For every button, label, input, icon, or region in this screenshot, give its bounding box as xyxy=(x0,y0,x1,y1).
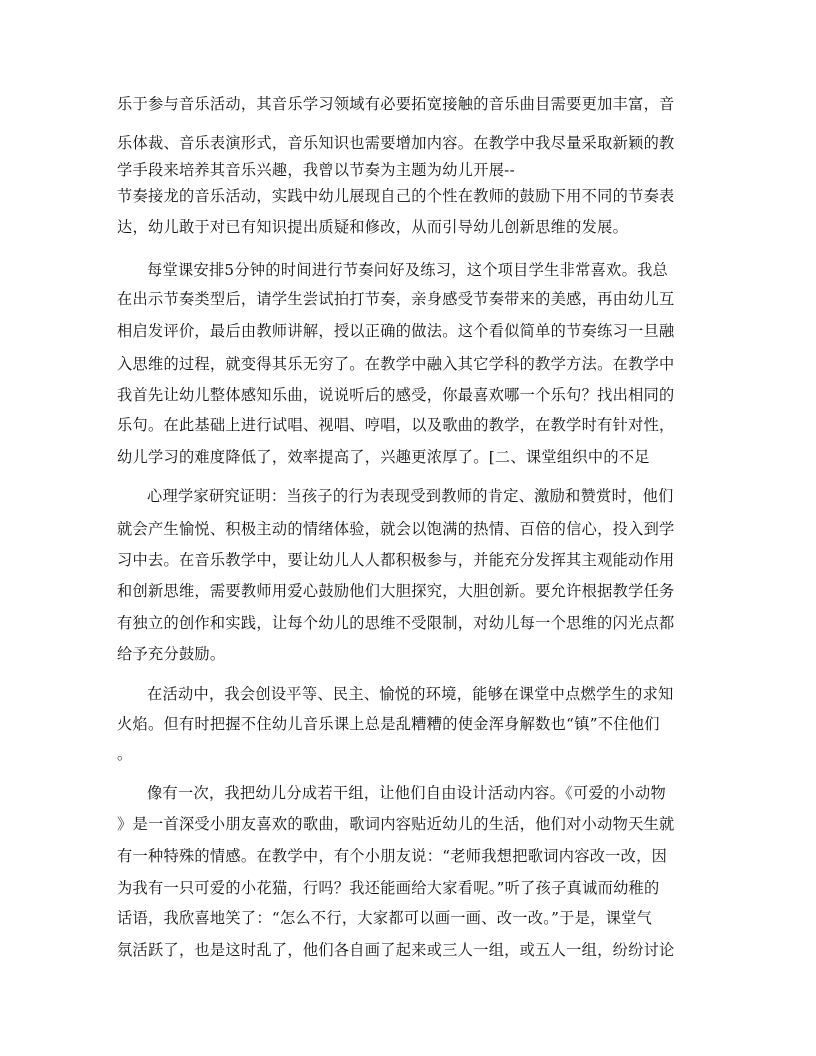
text-line: 乐体裁、音乐表演形式，音乐知识也需要增加内容。在教学中我尽量采取新颖的教 xyxy=(117,134,675,152)
text-line: 氛活跃了，也是这时乱了，他们各自画了起来或三人一组，或五人一组，纷纷讨论 xyxy=(117,941,675,959)
text-line: 节奏接龙的音乐活动，实践中幼儿展现自己的个性在教师的鼓励下用不同的节奏表 xyxy=(117,187,675,205)
text-line: 达，幼儿敢于对已有知识提出质疑和修改，从而引导幼儿创新思维的发展。 xyxy=(117,218,629,236)
text-line: 话语，我欣喜地笑了：“怎么不行，大家都可以画一画、改一改。”于是，课堂气 xyxy=(117,909,653,927)
text-line: 》是一首深受小朋友喜欢的歌曲，歌词内容贴近幼儿的生活，他们对小动物天生就 xyxy=(117,815,675,833)
text-line: 像有一次，我把幼儿分成若干组，让他们自由设计活动内容。《可爱的小动物 xyxy=(147,784,666,802)
text-line: 和创新思维，需要教师用爱心鼓励他们大胆探究，大胆创新。要允许根据教学任务 xyxy=(117,582,675,600)
text-line: 就会产生愉悦、积极主动的情绪体验，就会以饱满的热情、百倍的信心，投入到学 xyxy=(117,520,675,538)
text-line: 有一种特殊的情感。在教学中，有个小朋友说：“老师我想把歌词内容改一改，因 xyxy=(117,847,668,865)
text-line: 习中去。在音乐教学中，要让幼儿人人都积极参与，并能充分发挥其主观能动作用 xyxy=(117,551,675,569)
text-line: 乐句。在此基础上进行试唱、视唱、哼唱，以及歌曲的教学，在教学时有针对性， xyxy=(117,416,675,434)
text-line: 。 xyxy=(117,745,133,763)
text-line: 每堂课安排5分钟的时间进行节奏问好及练习，这个项目学生非常喜欢。我总 xyxy=(147,261,669,279)
text-line: 有独立的创作和实践，让每个幼儿的思维不受限制，对幼儿每一个思维的闪光点都 xyxy=(117,614,675,632)
text-line: 我首先让幼儿整体感知乐曲，说说听后的感受，你最喜欢哪一个乐句？找出相同的 xyxy=(117,386,675,404)
text-line: 学手段来培养其音乐兴趣，我曾以节奏为主题为幼儿开展-- xyxy=(117,161,516,179)
text-line: 给予充分鼓励。 xyxy=(117,645,226,663)
text-line: 乐于参与音乐活动，其音乐学习领域有必要拓宽接触的音乐曲目需要更加丰富，音 xyxy=(117,95,675,113)
text-line: 在活动中，我会创设平等、民主、愉悦的环境，能够在课堂中点燃学生的求知 xyxy=(147,685,674,703)
text-line: 为我有一只可爱的小花猫，行吗？我还能画给大家看呢。”听了孩子真诚而幼稚的 xyxy=(117,879,660,897)
text-line: 心理学家研究证明：当孩子的行为表现受到教师的肯定、激励和赞赏时，他们 xyxy=(147,487,674,505)
text-line: 幼儿学习的难度降低了，效率提高了，兴趣更浓厚了。[二、课堂组织中的不足 xyxy=(117,448,650,466)
text-line: 火焰。但有时把握不住幼儿音乐课上总是乱糟糟的使金浑身解数也“镇”不住他们 xyxy=(117,715,660,733)
text-line: 相启发评价，最后由教师讲解，授以正确的做法。这个看似简单的节奏练习一旦融 xyxy=(117,322,675,340)
text-line: 在出示节奏类型后，请学生尝试拍打节奏，亲身感受节奏带来的美感，再由幼儿互 xyxy=(117,290,675,308)
text-line: 入思维的过程，就变得其乐无穷了。在教学中融入其它学科的教学方法。在教学中 xyxy=(117,355,675,373)
